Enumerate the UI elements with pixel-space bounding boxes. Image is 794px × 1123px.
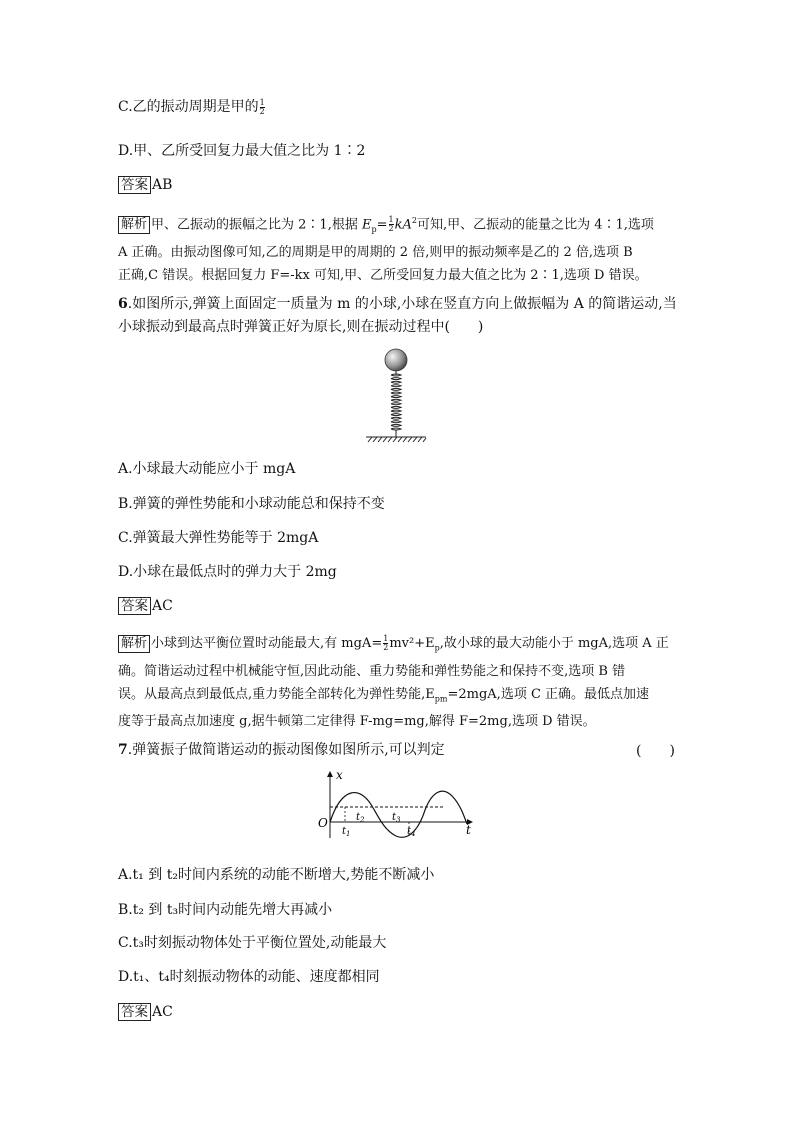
q5-analysis-line-1 — [118, 209, 676, 241]
frac-den: 2 — [383, 643, 389, 652]
q5-option-d: D.甲、乙所受回复力最大值之比为 1∶2 — [118, 143, 366, 159]
vibration-graph — [312, 768, 482, 843]
text: p — [434, 643, 440, 653]
axis-label-y: x — [336, 768, 343, 782]
ball — [385, 349, 407, 371]
q7-option-a: A.t₁ 到 t₂时间内系统的动能不断增大,势能不断减小 — [118, 867, 435, 883]
q6-analysis — [118, 632, 676, 733]
text: = — [376, 217, 388, 233]
answer-label: 答案 — [118, 597, 151, 615]
q6-option-b: B.弹簧的弹性势能和小球动能总和保持不变 — [118, 496, 385, 512]
answer-value: AC — [152, 598, 173, 614]
t2-label — [356, 812, 365, 824]
question-number: 6 — [118, 296, 128, 312]
q5-option-c — [118, 97, 266, 117]
q6-analysis-line-4: 度等于最高点加速度 g,据牛顿第二定律得 F-mg=mg,解得 F=2mg,选项 D 错误。 — [118, 714, 596, 730]
q6-title-line-2: 小球振动到最高点时弹簧正好为原长,则在振动过程中( ) — [118, 319, 484, 335]
text: pm — [434, 694, 448, 704]
fraction — [383, 635, 388, 652]
sine-curve — [330, 791, 467, 837]
text: E — [361, 217, 372, 233]
frac-num: 1 — [388, 215, 394, 225]
q7-option-b: B.t₂ 到 t₃时间内动能先增大再减小 — [118, 902, 333, 918]
q6-analysis-line-2: 确。简谐运动过程中机械能守恒,因此动能、重力势能和弹性势能之和保持不变,选项 B 错 — [118, 663, 626, 679]
q6-option-a: A.小球最大动能应小于 mgA — [118, 461, 296, 477]
q7-option-c: C.t₃时刻振动物体处于平衡位置处,动能最大 — [118, 935, 387, 951]
spring — [391, 371, 401, 437]
q6-option-c: C.弹簧最大弹性势能等于 2mgA — [118, 530, 319, 546]
answer-label: 答案 — [118, 1003, 151, 1021]
text: 误。从最高点到最低点,重力势能全部转化为弹性势能,E — [118, 686, 435, 702]
t1-label — [342, 826, 351, 838]
answer-value: AB — [152, 177, 173, 193]
q6-option-d: D.小球在最低点时的弹力大于 2mg — [118, 564, 337, 580]
text: 4 — [411, 830, 416, 838]
frac-num: 1 — [383, 634, 389, 643]
t4-label — [407, 826, 416, 838]
t3-label — [392, 812, 401, 824]
q5-analysis-line-2: A 正确。由振动图像可知,乙的周期是甲的周期的 2 倍,则甲的振动频率是乙的 2 倍,选项 B — [118, 244, 633, 260]
axis-label-x: t — [466, 823, 471, 837]
q5-analysis — [118, 209, 676, 287]
q7-answer — [118, 1002, 173, 1022]
q5-answer — [118, 175, 172, 195]
answer-value: AC — [152, 1004, 173, 1020]
analysis-label: 解析 — [118, 635, 150, 653]
text: t — [407, 826, 412, 837]
frac-den: 2 — [388, 224, 394, 234]
text: 甲、乙振动的振幅之比为 2∶1,根据 — [151, 217, 362, 233]
text: 2 — [360, 816, 365, 824]
spring-ball-figure — [360, 345, 440, 445]
q7-option-d: D.t₁、t₄时刻振动物体的动能、速度都相同 — [118, 969, 380, 985]
q6-analysis-line-1 — [118, 632, 676, 660]
text: 3 — [396, 816, 401, 824]
text: kA — [394, 217, 412, 233]
q6-title-line-1 — [118, 293, 678, 316]
q7-answer-paren: ( ) — [636, 743, 675, 759]
ground — [366, 437, 426, 442]
frac-den: 2 — [259, 106, 265, 116]
question-number: 7 — [118, 742, 128, 758]
text: 2 — [411, 216, 417, 225]
text: ,故小球的最大动能小于 mgA,选项 A 正 — [439, 636, 669, 651]
text: .弹簧振子做简谐运动的振动图像如图所示,可以判定 — [127, 742, 445, 758]
text: p — [371, 224, 377, 234]
analysis-label: 解析 — [118, 216, 150, 234]
q6-analysis-line-3 — [118, 683, 676, 711]
q5-option-c-text: C.乙的振动周期是甲的 — [118, 99, 259, 115]
fraction — [260, 99, 265, 116]
text: =2mgA,选项 C 正确。最低点加速 — [447, 686, 650, 702]
text: mv²+E — [389, 636, 435, 651]
q6-answer — [118, 596, 173, 616]
origin-label: O — [318, 816, 328, 830]
fraction — [389, 216, 394, 233]
text: 小球到达平衡位置时动能最大,有 mgA= — [151, 636, 383, 651]
text: 1 — [346, 830, 351, 838]
answer-label: 答案 — [118, 176, 151, 194]
q6-title — [118, 293, 678, 339]
text: t — [356, 812, 361, 823]
q5-analysis-line-3: 正确,C 错误。根据回复力 F=-kx 可知,甲、乙所受回复力最大值之比为 2∶1,选项 D 错误。 — [118, 267, 648, 283]
text: t — [392, 812, 397, 823]
text: .如图所示,弹簧上面固定一质量为 m 的小球,小球在竖直方向上做振幅为 A 的简谐运动,当 — [127, 296, 677, 312]
text: 可知,甲、乙振动的能量之比为 4∶1,选项 — [416, 217, 654, 233]
frac-num: 1 — [259, 97, 265, 107]
text: t — [342, 826, 347, 837]
q7-title — [118, 739, 678, 762]
